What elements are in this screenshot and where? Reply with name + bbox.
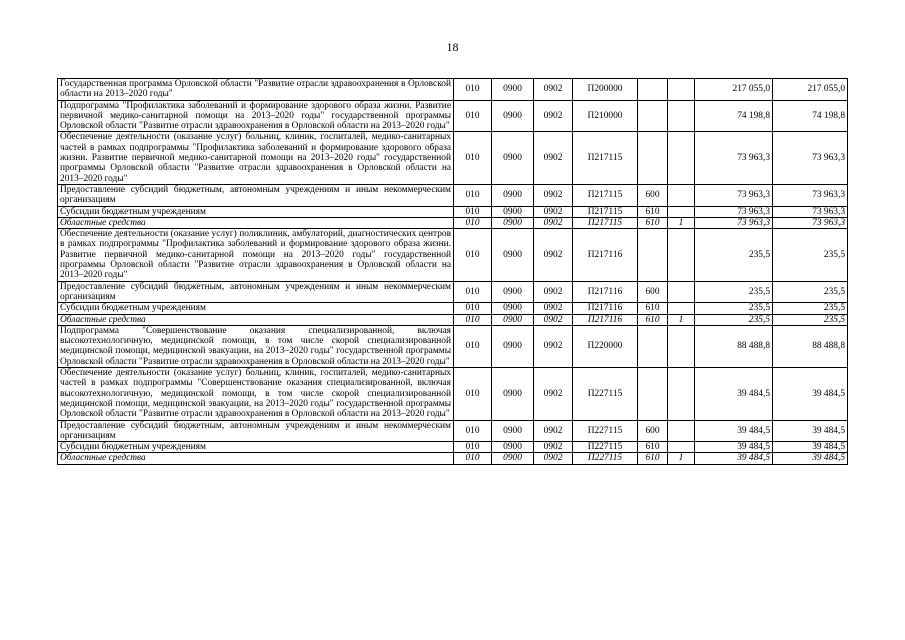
row-expense-type	[638, 229, 668, 281]
row-target-article: П217115	[573, 184, 638, 206]
row-description: Областные средства	[58, 217, 454, 228]
table-row	[58, 442, 848, 453]
row-source-code	[668, 206, 695, 217]
table-row	[58, 303, 848, 314]
row-ministry-code: 010	[454, 132, 492, 184]
row-section-code: 0900	[492, 325, 534, 367]
table-row	[58, 314, 848, 325]
row-ministry-code: 010	[454, 314, 492, 325]
row-target-article: П227115	[573, 420, 638, 442]
row-amount-1: 74 198,8	[695, 100, 773, 132]
row-source-code	[668, 100, 695, 132]
row-amount-2: 39 484,5	[773, 442, 848, 453]
row-amount-2: 88 488,8	[773, 325, 848, 367]
row-ministry-code: 010	[454, 453, 492, 464]
row-ministry-code: 010	[454, 442, 492, 453]
row-amount-2: 235,5	[773, 229, 848, 281]
row-amount-2: 235,5	[773, 281, 848, 303]
row-section-code: 0900	[492, 281, 534, 303]
row-section-code: 0900	[492, 453, 534, 464]
row-target-article: П220000	[573, 325, 638, 367]
row-ministry-code: 010	[454, 217, 492, 228]
row-amount-2: 39 484,5	[773, 453, 848, 464]
row-description: Подпрограмма "Профилактика заболеваний и формирование здорового образа жизни. Развитие первичной медико-санитарной помощи на 2013–2020 годы" государственной программы Орловской области "Развитие отрасли здравоохранения в Орловской области на 2013–2020 годы"	[58, 100, 454, 132]
row-subsection-code: 0902	[534, 453, 573, 464]
row-subsection-code: 0902	[534, 325, 573, 367]
row-description: Обеспечение деятельности (оказание услуг) поликлиник, амбулаторий, диагностических центров в рамках подпрограммы "Профилактика заболеваний и формирование здорового образа жизни. Развитие первичной медико-санитарной помощи на 2013–2020 годы" государственной программы Орловской области "Развитие отрасли здравоохранения в Орловской области на 2013–2020 годы"	[58, 229, 454, 281]
table-row	[58, 79, 848, 101]
row-amount-2: 73 963,3	[773, 184, 848, 206]
row-section-code: 0900	[492, 206, 534, 217]
row-source-code	[668, 303, 695, 314]
row-source-code	[668, 368, 695, 420]
row-target-article: П217116	[573, 303, 638, 314]
row-ministry-code: 010	[454, 368, 492, 420]
row-ministry-code: 010	[454, 303, 492, 314]
row-expense-type	[638, 132, 668, 184]
table-row	[58, 325, 848, 367]
row-subsection-code: 0902	[534, 420, 573, 442]
row-expense-type: 610	[638, 442, 668, 453]
row-expense-type	[638, 100, 668, 132]
row-source-code	[668, 281, 695, 303]
row-source-code: 1	[668, 453, 695, 464]
row-ministry-code: 010	[454, 206, 492, 217]
row-target-article: П217116	[573, 229, 638, 281]
row-ministry-code: 010	[454, 325, 492, 367]
row-ministry-code: 010	[454, 229, 492, 281]
row-subsection-code: 0902	[534, 184, 573, 206]
row-description: Обеспечение деятельности (оказание услуг) больниц, клиник, госпиталей, медико-санитарных частей в рамках подпрограммы "Совершенствование оказания специализированной, включая высокотехнологичную, медицинской помощи, в том числе скорой специализированной медицинской помощи, медицинской эвакуации, на 2013–2020 годы" государственной программы Орловской области "Развитие отрасли здравоохранения в Орловской области на 2013–2020 годы"	[58, 368, 454, 420]
row-amount-1: 235,5	[695, 314, 773, 325]
row-target-article: П217115	[573, 132, 638, 184]
row-amount-2: 39 484,5	[773, 420, 848, 442]
row-expense-type: 610	[638, 206, 668, 217]
row-section-code: 0900	[492, 368, 534, 420]
row-section-code: 0900	[492, 303, 534, 314]
row-amount-1: 39 484,5	[695, 453, 773, 464]
row-section-code: 0900	[492, 100, 534, 132]
row-source-code	[668, 325, 695, 367]
row-target-article: П217115	[573, 217, 638, 228]
row-description: Областные средства	[58, 453, 454, 464]
row-expense-type: 610	[638, 217, 668, 228]
row-source-code: 1	[668, 314, 695, 325]
row-source-code	[668, 184, 695, 206]
row-subsection-code: 0902	[534, 229, 573, 281]
row-description: Государственная программа Орловской области "Развитие отрасли здравоохранения в Орловской области на 2013–2020 годы"	[58, 79, 454, 101]
row-source-code	[668, 420, 695, 442]
row-amount-2: 73 963,3	[773, 132, 848, 184]
row-expense-type: 600	[638, 420, 668, 442]
row-ministry-code: 010	[454, 281, 492, 303]
row-target-article: П227115	[573, 453, 638, 464]
page-number: 18	[446, 40, 459, 54]
row-section-code: 0900	[492, 420, 534, 442]
row-ministry-code: 010	[454, 420, 492, 442]
row-source-code	[668, 442, 695, 453]
row-target-article: П227115	[573, 442, 638, 453]
table-row	[58, 132, 848, 184]
row-amount-1: 235,5	[695, 229, 773, 281]
row-ministry-code: 010	[454, 100, 492, 132]
row-source-code	[668, 79, 695, 101]
row-description: Предоставление субсидий бюджетным, автономным учреждениям и иным некоммерческим организациям	[58, 184, 454, 206]
row-amount-2: 235,5	[773, 314, 848, 325]
row-expense-type	[638, 325, 668, 367]
row-amount-1: 88 488,8	[695, 325, 773, 367]
row-target-article: П217116	[573, 314, 638, 325]
row-subsection-code: 0902	[534, 442, 573, 453]
row-subsection-code: 0902	[534, 206, 573, 217]
row-subsection-code: 0902	[534, 303, 573, 314]
row-description: Предоставление субсидий бюджетным, автономным учреждениям и иным некоммерческим организациям	[58, 420, 454, 442]
table-row	[58, 453, 848, 464]
row-amount-1: 39 484,5	[695, 368, 773, 420]
row-expense-type: 600	[638, 184, 668, 206]
row-subsection-code: 0902	[534, 100, 573, 132]
row-subsection-code: 0902	[534, 368, 573, 420]
row-target-article: П217115	[573, 206, 638, 217]
row-target-article: П227115	[573, 368, 638, 420]
row-section-code: 0900	[492, 79, 534, 101]
table-row	[58, 229, 848, 281]
row-amount-1: 217 055,0	[695, 79, 773, 101]
row-subsection-code: 0902	[534, 217, 573, 228]
row-amount-1: 39 484,5	[695, 442, 773, 453]
row-target-article: П200000	[573, 79, 638, 101]
row-subsection-code: 0902	[534, 281, 573, 303]
table-row	[58, 281, 848, 303]
row-amount-1: 73 963,3	[695, 184, 773, 206]
row-amount-2: 74 198,8	[773, 100, 848, 132]
row-description: Подпрограмма "Совершенствование оказания специализированной, включая высокотехнологичную, медицинской помощи, в том числе скорой специализированной медицинской помощи, медицинской эвакуации, на 2013–2020 годы" государственной программы Орловской области "Развитие отрасли здравоохранения в Орловской области на 2013–2020 годы"	[58, 325, 454, 367]
row-ministry-code: 010	[454, 184, 492, 206]
table-row	[58, 420, 848, 442]
row-amount-1: 73 963,3	[695, 132, 773, 184]
row-description: Субсидии бюджетным учреждениям	[58, 442, 454, 453]
row-target-article: П217116	[573, 281, 638, 303]
row-amount-2: 39 484,5	[773, 368, 848, 420]
table-row	[58, 100, 848, 132]
row-section-code: 0900	[492, 314, 534, 325]
row-description: Обеспечение деятельности (оказание услуг) больниц, клиник, госпиталей, медико-санитарных частей в рамках подпрограммы "Профилактика заболеваний и формирование здорового образа жизни. Развитие первичной медико-санитарной помощи на 2013–2020 годы" государственной программы Орловской области "Развитие отрасли здравоохранения в Орловской области на 2013–2020 годы"	[58, 132, 454, 184]
row-section-code: 0900	[492, 442, 534, 453]
row-description: Субсидии бюджетным учреждениям	[58, 303, 454, 314]
row-description: Субсидии бюджетным учреждениям	[58, 206, 454, 217]
row-amount-1: 73 963,3	[695, 206, 773, 217]
row-section-code: 0900	[492, 184, 534, 206]
table-row	[58, 368, 848, 420]
row-amount-1: 39 484,5	[695, 420, 773, 442]
table-row	[58, 184, 848, 206]
row-expense-type: 610	[638, 303, 668, 314]
row-amount-2: 73 963,3	[773, 206, 848, 217]
row-section-code: 0900	[492, 229, 534, 281]
row-source-code	[668, 132, 695, 184]
row-target-article: П210000	[573, 100, 638, 132]
row-expense-type: 600	[638, 281, 668, 303]
row-amount-1: 235,5	[695, 303, 773, 314]
row-subsection-code: 0902	[534, 314, 573, 325]
row-section-code: 0900	[492, 217, 534, 228]
row-subsection-code: 0902	[534, 132, 573, 184]
row-description: Предоставление субсидий бюджетным, автономным учреждениям и иным некоммерческим организациям	[58, 281, 454, 303]
row-amount-2: 235,5	[773, 303, 848, 314]
row-source-code: 1	[668, 217, 695, 228]
row-amount-1: 235,5	[695, 281, 773, 303]
table-row	[58, 206, 848, 217]
row-expense-type: 610	[638, 314, 668, 325]
row-source-code	[668, 229, 695, 281]
row-amount-2: 217 055,0	[773, 79, 848, 101]
row-subsection-code: 0902	[534, 79, 573, 101]
row-expense-type	[638, 368, 668, 420]
row-expense-type: 610	[638, 453, 668, 464]
row-expense-type	[638, 79, 668, 101]
row-section-code: 0900	[492, 132, 534, 184]
table-row	[58, 217, 848, 228]
row-amount-2: 73 963,3	[773, 217, 848, 228]
budget-table	[57, 78, 848, 465]
row-description: Областные средства	[58, 314, 454, 325]
row-amount-1: 73 963,3	[695, 217, 773, 228]
row-ministry-code: 010	[454, 79, 492, 101]
